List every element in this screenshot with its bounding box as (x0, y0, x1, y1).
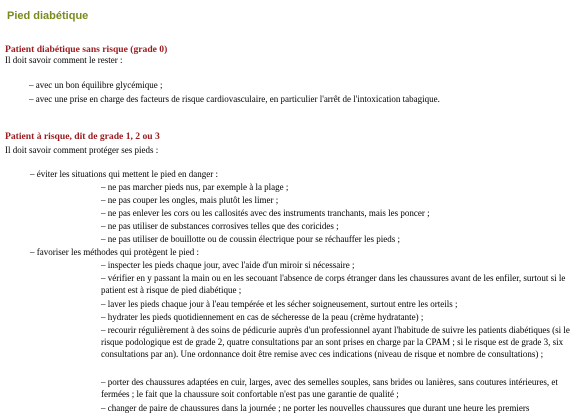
list-item: – inspecter les pieds chaque jour, avec l'aide d'un miroir si nécessaire ; (101, 260, 355, 270)
list-item: – changer de paire de chaussures dans la journée ; ne porter les nouvelles chaussures que durant une heure les premiers (101, 403, 530, 413)
list-item: – ne pas utiliser de bouillotte ou de coussin électrique pour se réchauffer les pieds ; (101, 234, 400, 244)
page-title: Pied diabétique (7, 10, 89, 22)
list-item: – vérifier en y passant la main ou en les secouant l'absence de corps étranger dans les chaussures avant de les enfiler, surtout si le patient est à risque de pied diabétique ; (101, 273, 566, 295)
list-item: – ne pas couper les ongles, mais plutôt les limer ; (101, 195, 279, 205)
list-item: – ne pas enlever les cors ou les callosités avec des instruments tranchants, mais les poncer ; (101, 208, 430, 218)
section-intro: Il doit savoir comment le rester : (5, 55, 123, 65)
list-item: – ne pas utiliser de substances corrosives telles que des coricides ; (101, 221, 339, 231)
list-item: – recourir régulièrement à des soins de pédicurie auprès d'un professionnel ayant l'habitude de suivre les patients diabétiques (si le risque podologique est de grade 2, quatre consultations par an sont prises en charge par la CPAM ; si le risque est de grade 3, six consultations par an). Une ordonnance doit être remise avec ces indications (niveau de risque et nombre de consultations) ; (101, 325, 570, 359)
list-item: – laver les pieds chaque jour à l'eau tempérée et les sécher soigneusement, surtout entre les orteils ; (101, 299, 458, 309)
section-heading-grade0: Patient diabétique sans risque (grade 0) (5, 44, 168, 55)
list-item: – ne pas marcher pieds nus, par exemple à la plage ; (101, 182, 289, 192)
section-heading-risk: Patient à risque, dit de grade 1, 2 ou 3 (5, 131, 160, 142)
list-item: – avec un bon équilibre glycémique ; (29, 80, 163, 90)
group-label-protect: – favoriser les méthodes qui protègent le pied : (30, 247, 199, 257)
list-item: – hydrater les pieds quotidiennement en cas de sécheresse de la peau (crème hydratante) ; (101, 312, 424, 322)
section-intro: Il doit savoir comment protéger ses pieds : (5, 145, 159, 155)
list-item: – avec une prise en charge des facteurs de risque cardiovasculaire, en particulier l'arrêt de l'intoxication tabagique. (29, 94, 440, 104)
list-item: – porter des chaussures adaptées en cuir, larges, avec des semelles souples, sans brides ou lanières, sans coutures intérieures, et fermées ; le fait que la chaussure soit confortable n'est pas une garantie de qualité ; (101, 377, 558, 399)
group-label-avoid: – éviter les situations qui mettent le pied en danger : (30, 169, 218, 179)
